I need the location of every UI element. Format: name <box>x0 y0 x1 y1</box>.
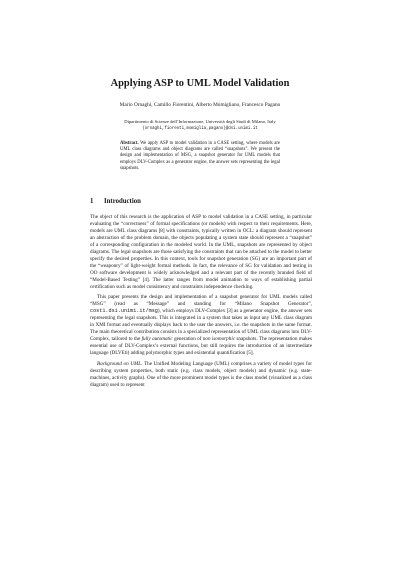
paragraph-2-part-a: This paper presents the design and implementation of a snapshot generator for UML models called “MSG” (read as “Message” and standing for “Milano Snapshot Generator”, <box>90 294 312 308</box>
email-names: {ornaghi,fiorenti,momiglia,pagano} <box>142 127 226 132</box>
paper-authors: Mario Ornaghi, Camillo Fiorentini, Alberto Momigliano, Francesco Pagano <box>119 102 281 108</box>
paragraph-2-part-c: generation of <box>174 336 202 343</box>
section-title: Introduction <box>104 198 141 205</box>
affiliation-department: Dipartimento di Scienze dell’Informazione, Università degli Studi di Milano, Italy <box>124 119 276 124</box>
paragraph-2 <box>90 294 312 357</box>
paper-title: Applying ASP to UML Model Validation <box>110 78 290 89</box>
affiliation-emails <box>0 125 400 132</box>
paper-affiliation <box>0 119 400 133</box>
paragraph-3-lead: Background on UML. <box>97 361 143 368</box>
section-heading <box>90 198 141 205</box>
emphasis-non-isomorphic: non isomorphic <box>202 336 236 343</box>
email-domain: @dsi.unimi.it <box>225 127 258 132</box>
paragraph-2-part-b: ), which employs DLV-Complex [3] as a generator engine, the answer sets representing the legal snapshots. This is integrated in a system that takes as input any UML class diagram in XMI format and eventually displays back to the user the answers, i.e. the snapshots in the same format. The main theoretical contribution consists in a specialized representation of UML class diagrams into DLV-Complex, tailored to the <box>90 308 312 343</box>
abstract-text: We apply ASP to model validation in a CASE setting, where models are UML class diagrams and object diagrams are called “snapshots”. We present the design and implementation of MSG, a snapshot generator for UML models that employs DLV-Complex as a generator engine, the answer sets representing the legal snapshots. <box>120 141 280 171</box>
paragraph-2-part-d: snapshots. The representation makes essential use of DLV-Complex’s external functions, but still requires the introduction of an intermediate language (DLVEti) adding polymorphic types and existential quantification [5]. <box>90 336 312 357</box>
abstract-label: Abstract. <box>120 141 139 146</box>
msg-url-link[interactable]: cost1.dsi.unimi.it/msg <box>90 308 158 315</box>
section-body <box>90 214 312 393</box>
paragraph-1: The object of this research is the application of ASP to model validation in a CASE setting, in particular evaluating the “correctness” of formal specifications (or models) with respect to their requirements. Here, models are UML class diagrams [8] with constraints, typically written in OCL: a diagram should represent an abstraction of the problem domain, the objects populating a system state should represent a “snapshot” of a corresponding configuration in the modeled world. In the UML, snapshots are represented by object diagrams. The legal snapshots are those satisfying the constraints that can be attached to the model to better specify the desired properties. In this context, tools for snapshot generation (SG) are an important part of the “weaponry” of light-weight formal methods. In fact, the relevance of SG for validation and testing in OO software development is widely acknowledged and a relevant part of the recently branded field of “Model-Based Testing” [4]. The latter ranges from model animation to ways of establishing partial certification such as model consistency and constraints independence checking. <box>90 214 312 290</box>
abstract <box>120 141 280 172</box>
section-number: 1 <box>90 198 94 205</box>
emphasis-fully-automatic: fully automatic <box>141 336 173 343</box>
paragraph-3 <box>90 361 312 389</box>
paragraph-3-text: The Unified Modeling Language (UML) comprises a variety of model types for describing system properties, both static (e.g. class models, object models) and dynamic (e.g. state-machines, activity graphs). One of the more prominent model types is the class model (visualized as a class diagram) used to represent <box>90 361 312 388</box>
